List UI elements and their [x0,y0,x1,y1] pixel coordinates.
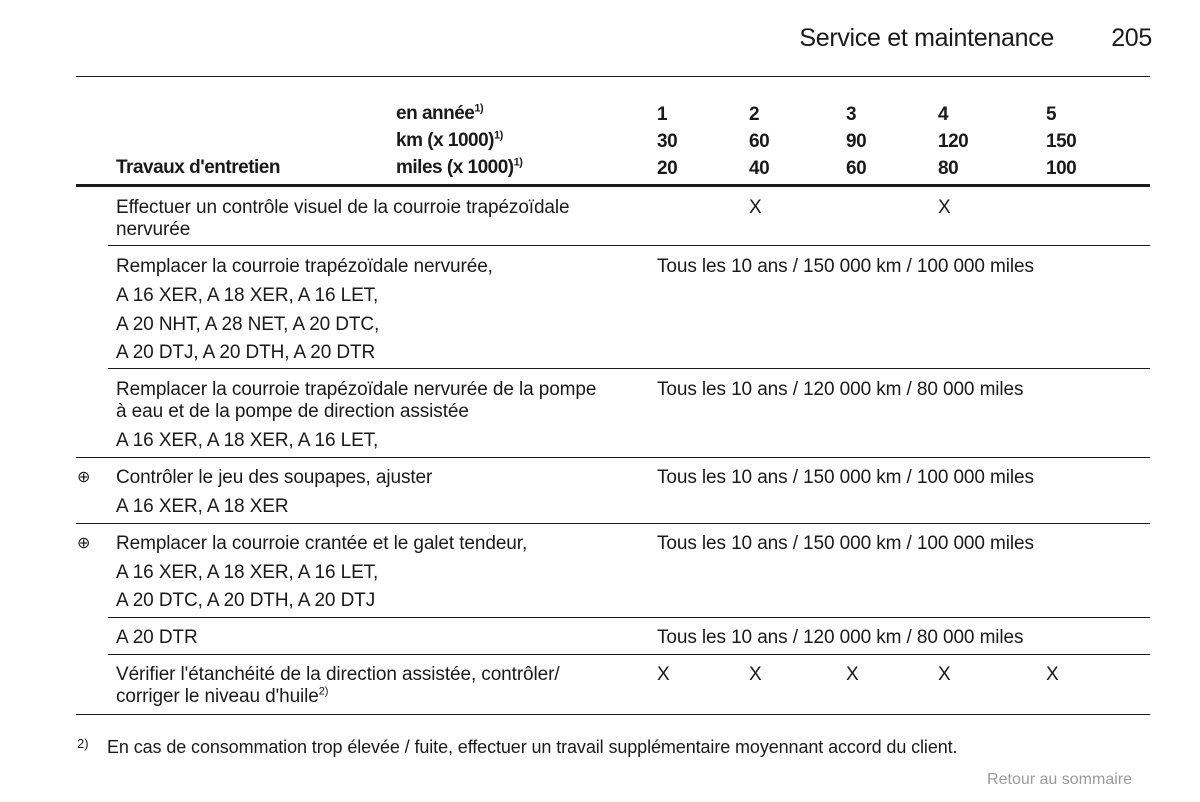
row2-line1: Remplacer la courroie trapézoïdale nervurée, [116,256,493,277]
label-km: km (x 1000)$^{1)}$ [396,129,503,151]
section-title: Service et maintenance [799,24,1054,52]
row4-interval: Tous les 10 ans / 150 000 km / 100 000 miles [657,467,1034,488]
row4-line1: Contrôler le jeu des soupapes, ajuster [116,467,433,488]
row-divider [108,654,1150,655]
row-divider-full [76,457,1150,458]
row7-mark-year3: X [846,664,859,685]
miles-5: 100 [1046,158,1077,179]
miles-1: 20 [657,158,678,179]
table-bottom-rule [76,714,1150,715]
miles-4: 80 [938,158,959,179]
year-4: 4 [938,104,949,125]
row-divider [108,245,1150,246]
row7-mark-year5: X [1046,664,1059,685]
row5-line2: A 16 XER, A 18 XER, A 16 LET, [116,562,379,583]
row2-interval: Tous les 10 ans / 150 000 km / 100 000 miles [657,256,1034,277]
row7-line1: Vérifier l'étanchéité de la direction assistée, contrôler/ [116,664,560,685]
row5-line1: Remplacer la courroie crantée et le galet tendeur, [116,533,528,554]
row1-line2: nervurée [116,219,191,240]
special-workshop-symbol-icon: ⊕ [77,535,91,552]
label-miles: miles (x 1000)$^{1)}$ [396,156,523,178]
row1-mark-year4: X [938,197,951,218]
row-divider-full [76,523,1150,524]
km-3: 90 [846,131,867,152]
row2-line3: A 20 NHT, A 28 NET, A 20 DTC, [116,314,380,335]
km-1: 30 [657,131,678,152]
label-year: en année$^{1)}$ [396,102,484,124]
footnote-mark: 2) [77,736,89,751]
column-header-maintenance: Travaux d'entretien [116,157,280,178]
row2-line4: A 20 DTJ, A 20 DTH, A 20 DTR [116,342,376,363]
row7-mark-year2: X [749,664,762,685]
row5-interval: Tous les 10 ans / 150 000 km / 100 000 miles [657,533,1034,554]
row7-mark-year1: X [657,664,670,685]
row1-mark-year2: X [749,197,762,218]
row5-line3: A 20 DTC, A 20 DTH, A 20 DTJ [116,590,376,611]
row4-line2: A 16 XER, A 18 XER [116,496,289,517]
row6-line1: A 20 DTR [116,627,198,648]
row3-line1: Remplacer la courroie trapézoïdale nervurée de la pompe [116,379,597,400]
table-header-rule [76,184,1150,187]
page-number: 205 [1111,24,1152,52]
miles-3: 60 [846,158,867,179]
special-workshop-symbol-icon: ⊕ [77,469,91,486]
miles-2: 40 [749,158,770,179]
row-divider [108,368,1150,369]
km-5: 150 [1046,131,1077,152]
row3-interval: Tous les 10 ans / 120 000 km / 80 000 miles [657,379,1024,400]
km-2: 60 [749,131,770,152]
row7-line2: corriger le niveau d'huile$^{2)}$ [116,685,329,707]
row3-line3: A 16 XER, A 18 XER, A 16 LET, [116,430,379,451]
footnote-text: En cas de consommation trop élevée / fuite, effectuer un travail supplémentaire moyennant accord du client. [107,737,958,757]
row-divider [108,617,1150,618]
year-2: 2 [749,104,760,125]
back-to-contents-link[interactable]: Retour au sommaire [987,771,1132,788]
row7-mark-year4: X [938,664,951,685]
header-rule [76,76,1150,77]
year-3: 3 [846,104,857,125]
row2-line2: A 16 XER, A 18 XER, A 16 LET, [116,285,379,306]
row6-interval: Tous les 10 ans / 120 000 km / 80 000 miles [657,627,1024,648]
year-5: 5 [1046,104,1057,125]
year-1: 1 [657,104,668,125]
row3-line2: à eau et de la pompe de direction assistée [116,401,469,422]
km-4: 120 [938,131,969,152]
row1-line1: Effectuer un contrôle visuel de la courroie trapézoïdale [116,197,570,218]
